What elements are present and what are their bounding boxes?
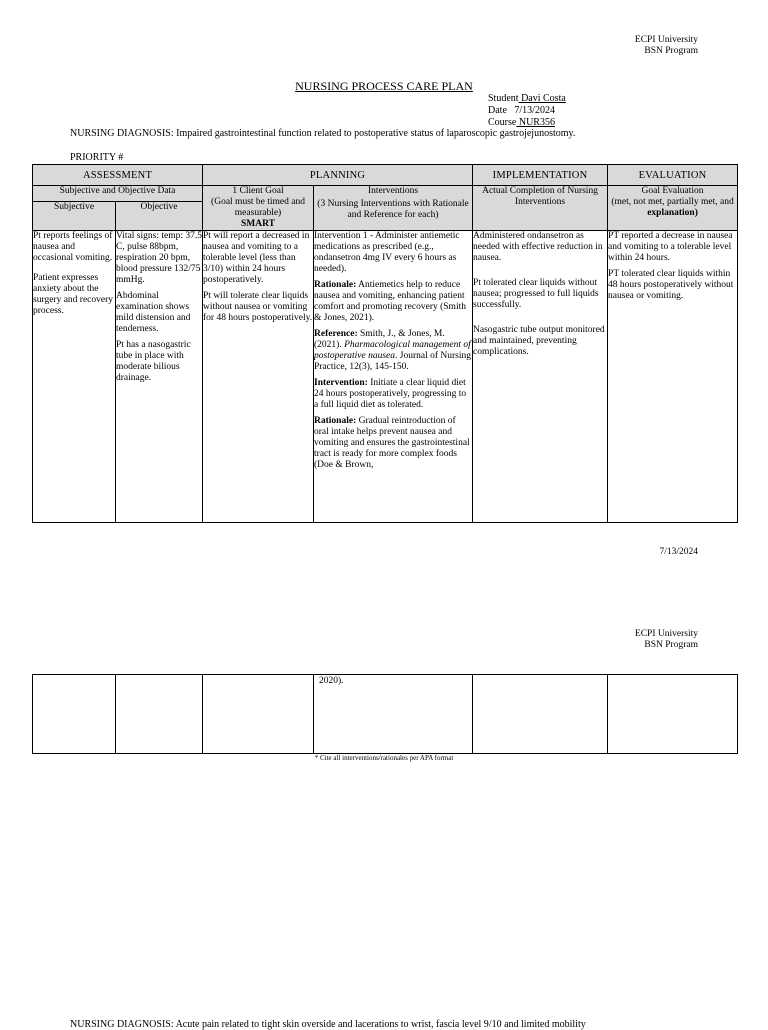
- page-title: NURSING PROCESS CARE PLAN: [295, 79, 473, 93]
- assessment-header: ASSESSMENT: [33, 165, 203, 186]
- goal-evaluation-header: [608, 186, 738, 231]
- goal-header-line2: (Goal must be timed and measurable): [211, 197, 305, 218]
- goal-text-2: Pt will tolerate clear liquids without nausea or vomiting for 48 hours postoperatively.: [203, 291, 313, 323]
- subj-obj-header: Subjective and Objective Data: [33, 186, 203, 202]
- eval-header-line2: (met, not met, partially met, and explanation): [611, 197, 734, 218]
- client-goal-header: [203, 186, 314, 231]
- course-label: Course: [488, 117, 517, 128]
- interventions-cell: [314, 231, 473, 523]
- client-goal-cell: [203, 231, 314, 523]
- objective-cell: [116, 231, 203, 523]
- date-label: Date: [488, 105, 507, 116]
- subjective-text-2: Patient expresses anxiety about the surgery and recovery process.: [33, 273, 114, 316]
- university-header: [635, 35, 698, 57]
- implementation-header: IMPLEMENTATION: [473, 165, 608, 186]
- program-name: BSN Program: [644, 640, 698, 650]
- student-info: [488, 93, 566, 129]
- subjective-cell: [33, 231, 116, 523]
- page-date: 7/13/2024: [659, 547, 698, 557]
- nursing-diagnosis-2: NURSING DIAGNOSIS: Acute pain related to tight skin overside and lacerations to wrist, fascia level 9/10 and limited mobility: [70, 1019, 586, 1030]
- care-plan-table: [32, 164, 738, 523]
- planning-header: PLANNING: [203, 165, 473, 186]
- student-name: Davi Costa: [518, 93, 566, 104]
- interventions-header: [314, 186, 473, 231]
- student-line: [488, 93, 566, 105]
- course-value: NUR356: [516, 117, 555, 128]
- subjective-cell-cont: [33, 675, 116, 754]
- goal-header-smart: SMART: [241, 219, 275, 229]
- client-goal-cell-cont: [203, 675, 314, 754]
- student-label: Student: [488, 93, 519, 104]
- interventions-header-line2: (3 Nursing Interventions with Rationale and Reference for each): [317, 199, 469, 220]
- evaluation-text-2: PT tolerated clear liquids within 48 hours postoperatively without nausea or vomiting.: [608, 269, 734, 301]
- date-value: 7/13/2024: [514, 105, 555, 116]
- goal-header-line1: 1 Client Goal: [232, 186, 284, 196]
- implementation-text-1: Administered ondansetron as needed with effective reduction in nausea.: [473, 231, 603, 263]
- objective-header: Objective: [116, 202, 203, 231]
- reference-1: Reference: Smith, J., & Jones, M. (2021). Pharmacological management of postoperative nausea. Journal of Nursing Practice, 12(3), 145-150.: [314, 329, 472, 372]
- interventions-cell-cont: [314, 675, 473, 754]
- rationale-1: Rationale: Antiemetics help to reduce nausea and vomiting, enhancing patient comfort and promoting recovery (Smith & Jones, 2021).: [314, 280, 466, 323]
- university-header-page2: [635, 629, 698, 651]
- intervention-2: Intervention: Initiate a clear liquid diet 24 hours postoperatively, progressing to a full liquid diet as tolerated.: [314, 378, 467, 410]
- goal-text-1: Pt will report a decreased in nausea and vomiting to a tolerable level (less than 3/10) within 24 hours postoperatively.: [203, 231, 310, 285]
- objective-text-2: Abdominal examination shows mild distension and tenderness.: [116, 291, 191, 334]
- rationale-2: Rationale: Gradual reintroduction of oral intake helps prevent nausea and vomiting and ensures the gastrointestinal tract is ready for more complex foods (Doe & Brown,: [314, 416, 470, 470]
- implementation-text-3: Nasogastric tube output monitored and maintained, preventing complications.: [473, 325, 605, 357]
- objective-cell-cont: [116, 675, 203, 754]
- subjective-text-1: Pt reports feelings of nausea and occasional vomiting.: [33, 231, 113, 263]
- actual-completion-header: Actual Completion of Nursing Interventions: [473, 186, 608, 231]
- objective-text-3: Pt has a nasogastric tube in place with moderate bilious drainage.: [116, 340, 191, 383]
- university-name: ECPI University: [634, 629, 698, 639]
- care-plan-table-continued: [32, 674, 738, 754]
- subjective-header: Subjective: [33, 202, 116, 231]
- implementation-cell-cont: [473, 675, 608, 754]
- intervention-1: Intervention 1 - Administer antiemetic medications as prescribed (e.g., ondansetron 4mg IV every 6 hours as needed).: [314, 231, 460, 274]
- implementation-cell: [473, 231, 608, 523]
- evaluation-cell: [608, 231, 738, 523]
- continued-citation: 2020).: [319, 676, 344, 686]
- apa-footnote: * Cite all interventions/rationales per APA format: [314, 754, 454, 762]
- evaluation-cell-cont: [608, 675, 738, 754]
- nursing-diagnosis: NURSING DIAGNOSIS: Impaired gastrointestinal function related to postoperative status of laparoscopic gastrojejunostomy.: [70, 128, 576, 139]
- evaluation-header: EVALUATION: [608, 165, 738, 186]
- objective-text-1: Vital signs: temp: 37.5 C, pulse 88bpm, respiration 20 bpm, blood pressure 132/75 mmHg.: [116, 231, 202, 285]
- program-name: BSN Program: [644, 46, 698, 56]
- interventions-header-line1: Interventions: [367, 186, 419, 196]
- priority-label: PRIORITY #: [70, 152, 124, 163]
- university-name: ECPI University: [634, 35, 698, 45]
- implementation-text-2: Pt tolerated clear liquids without nausea; progressed to full liquids successfully.: [473, 278, 599, 310]
- evaluation-text-1: PT reported a decrease in nausea and vomiting to a tolerable level within 24 hours.: [608, 231, 733, 263]
- date-line: [488, 105, 566, 117]
- eval-header-line1: Goal Evaluation: [641, 186, 704, 196]
